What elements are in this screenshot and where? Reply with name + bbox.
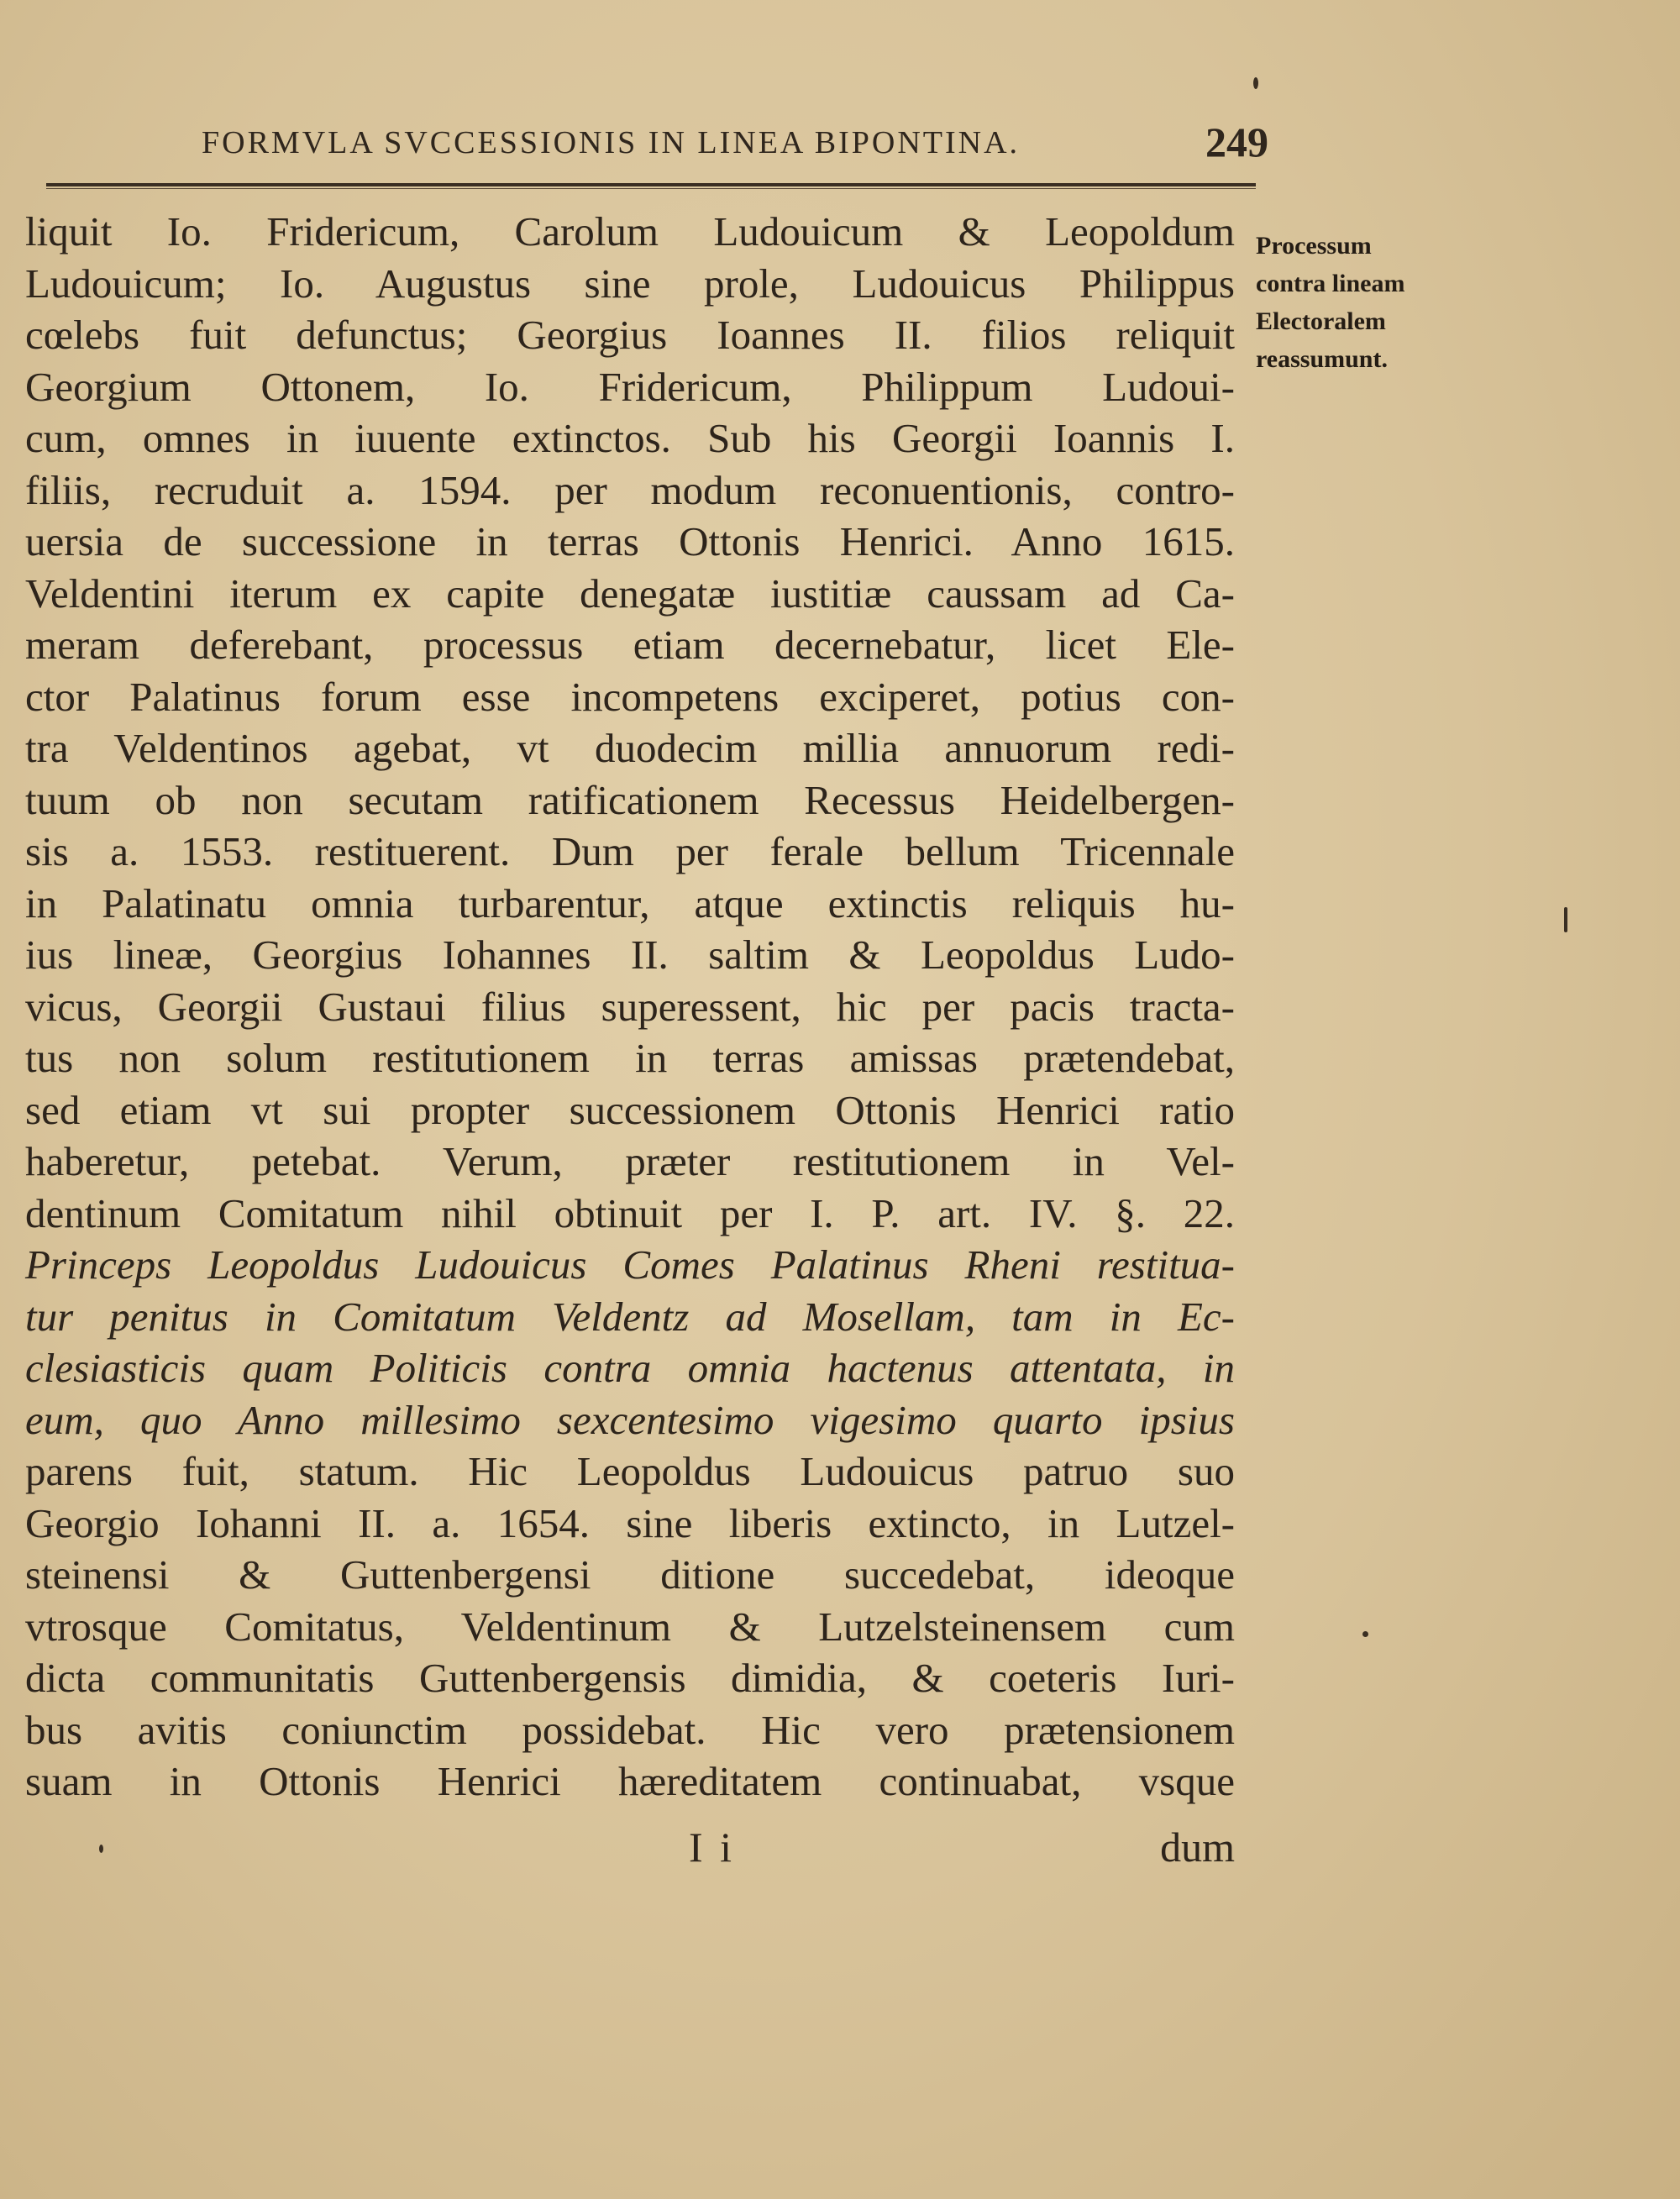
text-line: sis a. 1553. restituerent. Dum per ferale bellum Tricennale [25, 828, 1235, 874]
text-line: Veldentini iterum ex capite denegatæ iustitiæ caussam ad Ca- [25, 569, 1235, 617]
page-footer [25, 1823, 1235, 1881]
text-line: tuum ob non secutam ratificationem Recessus Heidelbergen- [25, 776, 1235, 823]
text-line: cœlebs fuit defunctus; Georgius Ioannes II. filios reliquit [25, 312, 1235, 358]
text-line: steinensi & Guttenbergensi ditione succedebat, ideoque [25, 1551, 1235, 1598]
quoted-text-line: tur penitus in Comitatum Veldentz ad Mosellam, tam in Ec- [25, 1293, 1235, 1340]
text-line: dicta communitatis Guttenbergensis dimidia, & coeteris Iuri- [25, 1655, 1235, 1701]
header-rule-thin [46, 188, 1256, 189]
text-line: suam in Ottonis Henrici hæreditatem continuabat, vsque [25, 1758, 1235, 1804]
catchword: dum [1160, 1824, 1235, 1871]
text-line: uersia de successione in terras Ottonis Henrici. Anno 1615. [25, 518, 1235, 564]
quoted-text-line: Princeps Leopoldus Ludouicus Comes Palatinus Rheni restitua- [25, 1241, 1235, 1288]
page-number: 249 [1205, 118, 1268, 165]
quoted-text-line: clesiasticis quam Politicis contra omnia hactenus attentata, in [25, 1345, 1235, 1391]
text-line: Georgium Ottonem, Io. Fridericum, Philippum Ludoui- [25, 363, 1235, 410]
running-title: FORMVLA SVCCESSIONIS IN LINEA BIPONTINA. [202, 125, 1021, 160]
paper-speck [1362, 1631, 1368, 1637]
text-line: sed etiam vt sui propter successionem Ottonis Henrici ratio [25, 1086, 1235, 1133]
paper-speck [1253, 77, 1258, 89]
marginal-note-line: reassumunt. [1256, 345, 1388, 373]
text-line: ctor Palatinus forum esse incompetens exciperet, potius con- [25, 673, 1235, 720]
marginal-note-line: Electoralem [1256, 307, 1386, 335]
text-line: bus avitis coniunctim possidebat. Hic vero prætensionem [25, 1706, 1235, 1753]
text-line: dentinum Comitatum nihil obtinuit per I. P. art. IV. §. 22. [25, 1189, 1235, 1236]
text-line: in Palatinatu omnia turbarentur, atque extinctis reliquis hu- [25, 879, 1235, 926]
page-header [202, 118, 1268, 176]
text-line: tra Veldentinos agebat, vt duodecim millia annuorum redi- [25, 725, 1235, 771]
paper-speck [1564, 907, 1567, 932]
text-line: haberetur, petebat. Verum, præter restitutionem in Vel- [25, 1138, 1235, 1184]
quoted-text-line: eum, quo Anno millesimo sexcentesimo vigesimo quarto ipsius [25, 1396, 1235, 1443]
text-line: Ludouicum; Io. Augustus sine prole, Ludouicus Philippus [25, 260, 1235, 307]
text-line: Georgio Iohanni II. a. 1654. sine liberis extincto, in Lutzel- [25, 1499, 1235, 1546]
signature-mark: I i [689, 1824, 736, 1871]
marginal-note-line: Processum [1256, 232, 1372, 260]
marginal-note-line: contra lineam [1256, 270, 1405, 297]
text-line: vtrosque Comitatus, Veldentinum & Lutzelsteinensem cum [25, 1603, 1235, 1650]
text-line: parens fuit, statum. Hic Leopoldus Ludouicus patruo suo [25, 1448, 1235, 1494]
text-line: meram deferebant, processus etiam decernebatur, licet Ele- [25, 622, 1235, 668]
text-line: ius lineæ, Georgius Iohannes II. saltim & Leopoldus Ludo- [25, 932, 1235, 978]
text-line: filiis, recruduit a. 1594. per modum reconuentionis, contro- [25, 466, 1235, 513]
header-rule [46, 183, 1256, 186]
marginal-note [1256, 227, 1466, 378]
body-text [25, 206, 1235, 1808]
text-line: liquit Io. Fridericum, Carolum Ludouicum & Leopoldum [25, 208, 1235, 255]
text-line: cum, omnes in iuuente extinctos. Sub his Georgii Ioannis I. [25, 415, 1235, 461]
paper-speck [99, 1845, 103, 1853]
text-line: vicus, Georgii Gustaui filius superessent, hic per pacis tracta- [25, 983, 1235, 1030]
text-line: tus non solum restitutionem in terras amissas prætendebat, [25, 1035, 1235, 1081]
